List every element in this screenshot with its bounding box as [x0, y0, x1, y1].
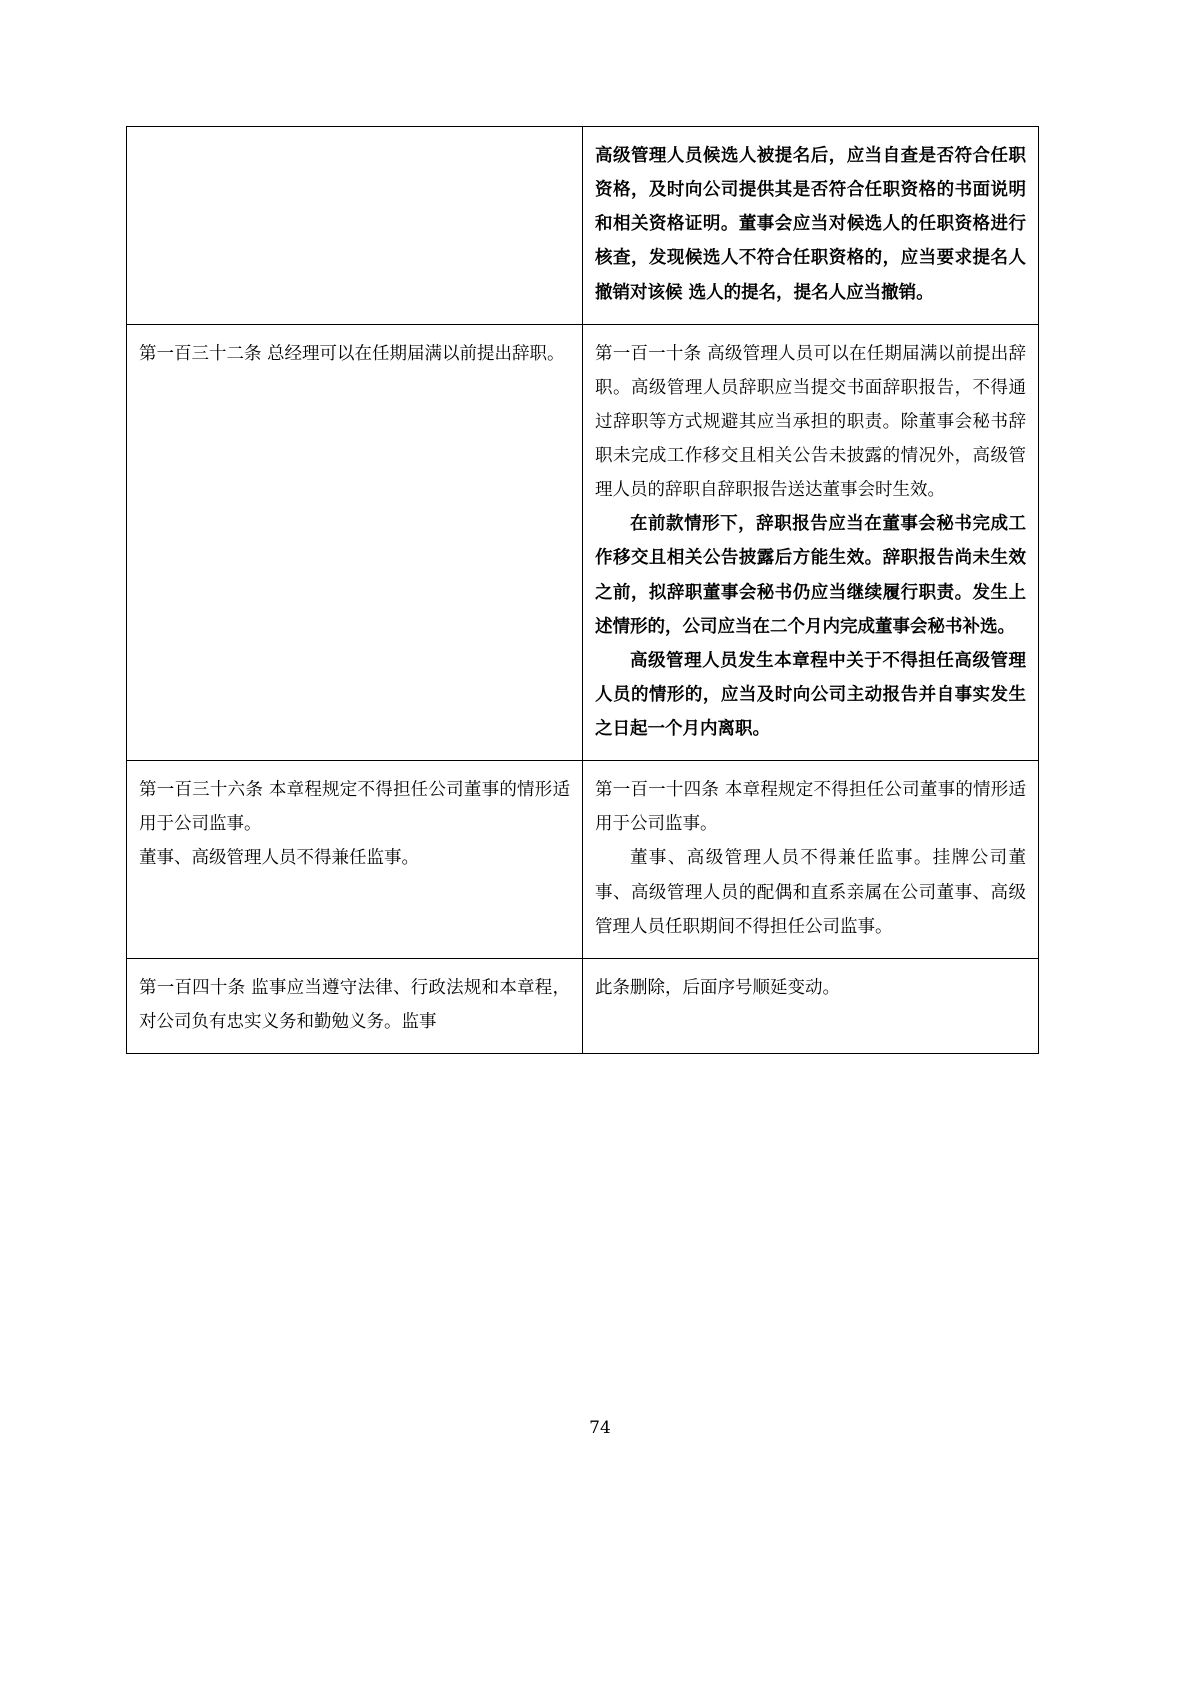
comparison-table [126, 126, 1039, 1054]
table-row [127, 324, 1039, 761]
table-cell-original [127, 127, 583, 325]
paragraph: 高级管理人员候选人被提名后，应当自查是否符合任职资格，及时向公司提供其是否符合任职资格的书面说明和相关资格证明。董事会应当对候选人的任职资格进行核查，发现候选人不符合任职资格的，应当要求提名人撤销对该候 选人的提名，提名人应当撤销。 [595, 146, 1026, 303]
paragraph: 此条删除，后面序号顺延变动。 [595, 977, 840, 998]
table-body [127, 127, 1039, 1054]
paragraph: 第一百三十二条 总经理可以在任期届满以前提出辞职。 [139, 343, 565, 364]
paragraph: 董事、高级管理人员不得兼任监事。挂牌公司董事、高级管理人员的配偶和直系亲属在公司董事、高级管理人员任职期间不得担任公司监事。 [595, 848, 1026, 937]
table-cell-original [127, 761, 583, 959]
page-number: 74 [589, 1418, 611, 1438]
table-row [127, 761, 1039, 959]
paragraph: 高级管理人员发生本章程中关于不得担任高级管理人员的情形的，应当及时向公司主动报告并自事实发生之日起一个月内离职。 [595, 650, 1026, 739]
paragraph: 第一百四十条 监事应当遵守法律、行政法规和本章程，对公司负有忠实义务和勤勉义务。监事 [139, 977, 570, 1032]
paragraph: 在前款情形下，辞职报告应当在董事会秘书完成工作移交且相关公告披露后方能生效。辞职报告尚未生效之前，拟辞职董事会秘书仍应当继续履行职责。发生上述情形的，公司应当在二个月内完成董事会秘书补选。 [595, 514, 1026, 637]
table-row [127, 958, 1039, 1053]
table-cell-original [127, 958, 583, 1053]
table-cell-revised [583, 958, 1039, 1053]
paragraph: 第一百三十六条 本章程规定不得担任公司董事的情形适用于公司监事。 [139, 780, 570, 835]
paragraph: 第一百一十四条 本章程规定不得担任公司董事的情形适用于公司监事。 [595, 780, 1026, 835]
table-cell-original [127, 324, 583, 761]
paragraph: 董事、高级管理人员不得兼任监事。 [139, 848, 419, 869]
table-cell-revised [583, 324, 1039, 761]
table-row [127, 127, 1039, 325]
paragraph: 第一百一十条 高级管理人员可以在任期届满以前提出辞职。高级管理人员辞职应当提交书面辞职报告，不得通过辞职等方式规避其应当承担的职责。除董事会秘书辞职未完成工作移交且相关公告未披露的情况外，高级管理人员的辞职自辞职报告送达董事会时生效。 [595, 343, 1026, 501]
table-cell-revised [583, 127, 1039, 325]
table-cell-revised [583, 761, 1039, 959]
